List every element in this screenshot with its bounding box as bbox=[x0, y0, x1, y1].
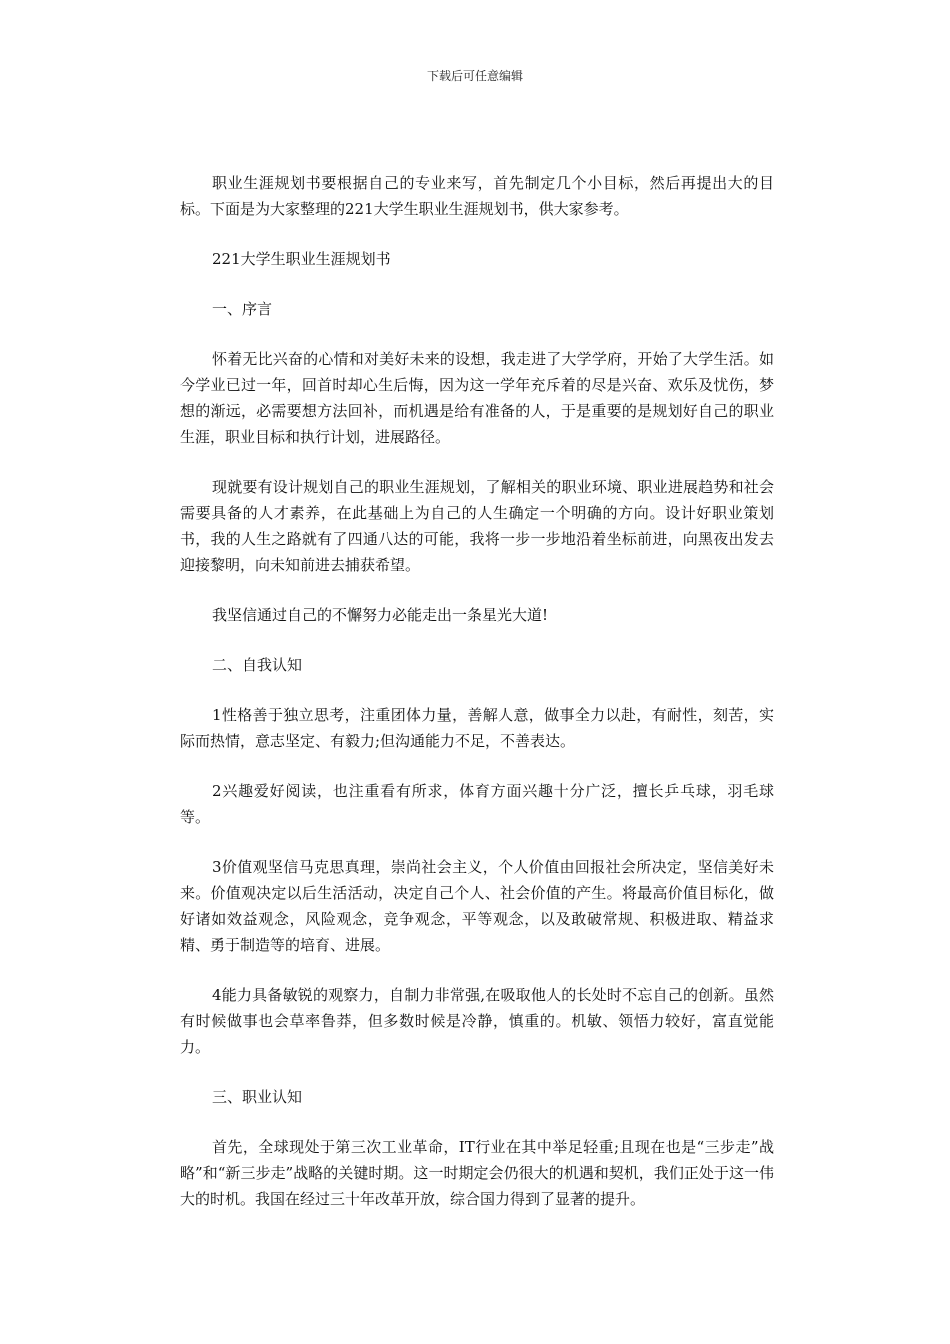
body-paragraph: 首先，全球现处于第三次工业革命，IT行业在其中举足轻重;且现在也是“三步走”战略”和“新三步走”战略的关键时期。这一时期定会仍很大的机遇和契机，我们正处于这一伟大的时机。我国在经过三十年改革开放，综合国力得到了显著的提升。 bbox=[180, 1138, 774, 1208]
document-body bbox=[180, 170, 774, 1236]
body-paragraph-values: 3价值观坚信马克思真理，崇尚社会主义，个人价值由回报社会所决定，坚信美好未来。价值观决定以后生活活动，决定自己个人、社会价值的产生。将最高价值目标化，做好诸如效益观念，风险观念，竞争观念，平等观念，以及敢破常规、积极进取、精益求精、勇于制造等的培育、进展。 bbox=[180, 858, 774, 954]
body-paragraph-interests: 2兴趣爱好阅读，也注重看有所求，体育方面兴趣十分广泛，擅长乒乓球，羽毛球等。 bbox=[180, 782, 774, 826]
body-paragraph-ability: 4能力具备敏锐的观察力，自制力非常强,在吸取他人的长处时不忘自己的创新。虽然有时候做事也会草率鲁莽，但多数时候是冷静，慎重的。机敏、领悟力较好，富直觉能力。 bbox=[180, 986, 774, 1056]
section-heading-career-awareness: 三、职业认知 bbox=[212, 1088, 303, 1106]
body-paragraph: 现就要有设计规划自己的职业生涯规划，了解相关的职业环境、职业进展趋势和社会需要具备的人才素养，在此基础上为自己的人生确定一个明确的方向。设计好职业策划书，我的人生之路就有了四通八达的可能，我将一步一步地沿着坐标前进，向黑夜出发去迎接黎明，向未知前进去捕获希望。 bbox=[180, 478, 774, 574]
body-paragraph: 我坚信通过自己的不懈努力必能走出一条星光大道! bbox=[212, 606, 549, 624]
document-title: 221大学生职业生涯规划书 bbox=[212, 250, 391, 268]
body-paragraph: 怀着无比兴奋的心情和对美好未来的设想，我走进了大学学府，开始了大学生活。如今学业已过一年，回首时却心生后悔，因为这一学年充斥着的尽是兴奋、欢乐及忧伤，梦想的渐远，必需要想方法回补，而机遇是给有准备的人，于是重要的是规划好自己的职业生涯，职业目标和执行计划，进展路径。 bbox=[180, 350, 774, 446]
page-header-note: 下载后可任意编辑 bbox=[426, 69, 523, 83]
body-paragraph-personality: 1性格善于独立思考，注重团体力量，善解人意，做事全力以赴，有耐性，刻苦，实际而热情，意志坚定、有毅力;但沟通能力不足，不善表达。 bbox=[180, 706, 774, 750]
intro-paragraph: 职业生涯规划书要根据自己的专业来写，首先制定几个小目标，然后再提出大的目标。下面是为大家整理的221大学生职业生涯规划书，供大家参考。 bbox=[180, 174, 774, 218]
section-heading-self-awareness: 二、自我认知 bbox=[212, 656, 303, 674]
section-heading-preface: 一、序言 bbox=[212, 300, 273, 318]
